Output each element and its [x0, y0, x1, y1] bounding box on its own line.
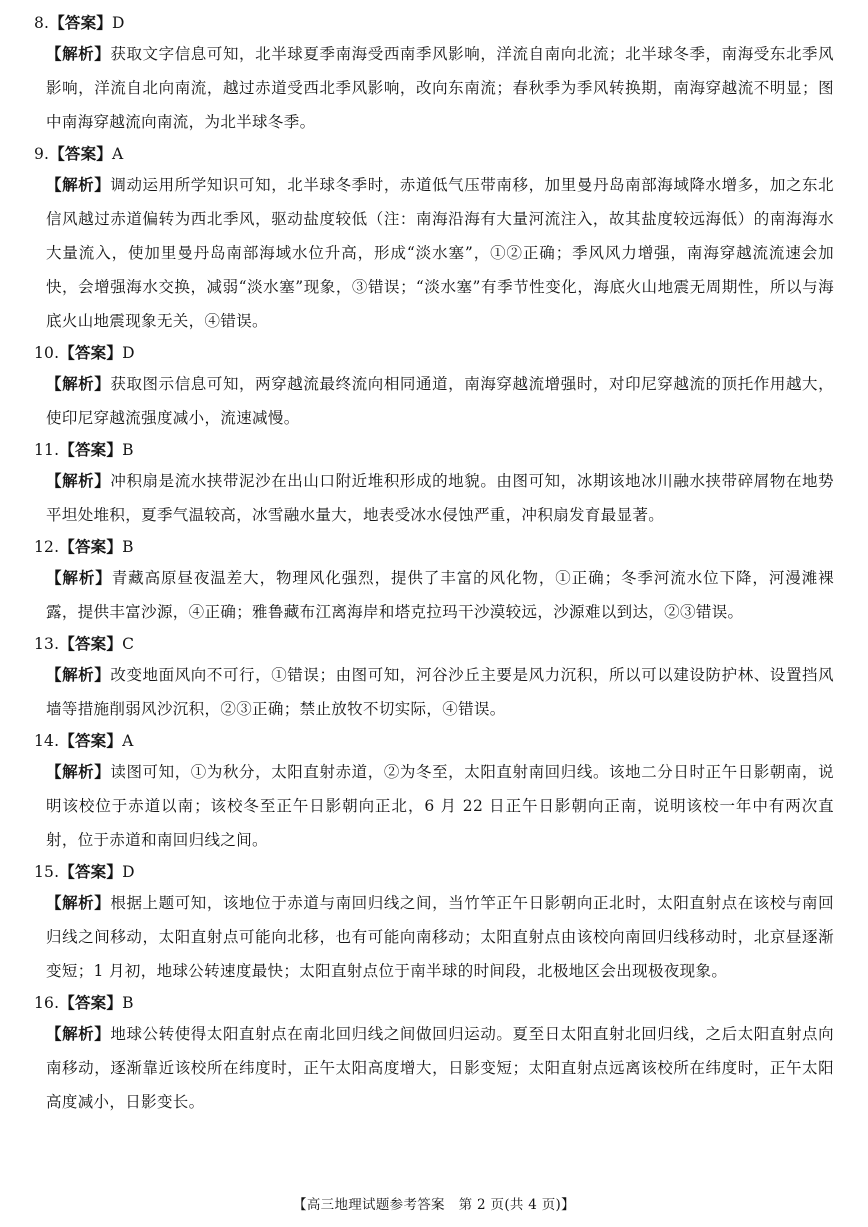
question-number: 15.: [34, 863, 60, 881]
answer-line: [34, 338, 834, 367]
analysis-label: 【解析】: [46, 893, 111, 912]
analysis-label: 【解析】: [46, 1024, 111, 1043]
analysis-paragraph: [34, 886, 834, 988]
answer-value: D: [112, 14, 125, 32]
answer-item-14: [34, 726, 834, 857]
answer-line: [34, 435, 834, 464]
answer-line: [34, 139, 834, 168]
answer-value: D: [122, 863, 135, 881]
answer-item-15: [34, 857, 834, 988]
answer-item-12: [34, 532, 834, 629]
analysis-paragraph: [34, 658, 834, 726]
page-footer: 【高三地理试题参考答案 第 2 页(共 4 页)】: [293, 1197, 575, 1213]
analysis-text: 读图可知，①为秋分，太阳直射赤道，②为冬至，太阳直射南回归线。该地二分日时正午日影朝南，说明该校位于赤道以南；该校冬至正午日影朝向正北，6 月 22 日正午日影朝向正南，说明该校一年中有两次直射，位于赤道和南回归线之间。: [46, 763, 834, 849]
analysis-text: 改变地面风向不可行，①错误；由图可知，河谷沙丘主要是风力沉积，所以可以建设防护林、设置挡风墙等措施削弱风沙沉积，②③正确；禁止放牧不切实际，④错误。: [46, 666, 834, 718]
answer-label: 【答案】: [59, 537, 123, 556]
answer-value: D: [122, 344, 135, 362]
analysis-text: 获取文字信息可知，北半球夏季南海受西南季风影响，洋流自南向北流；北半球冬季，南海受东北季风影响，洋流自北向南流，越过赤道受西北季风影响，改向东南流；春秋季为季风转换期，南海穿越流不明显；图中南海穿越流向南流，为北半球冬季。: [46, 45, 834, 131]
analysis-label: 【解析】: [46, 665, 111, 684]
analysis-label: 【解析】: [46, 44, 111, 63]
answer-value: B: [122, 994, 134, 1012]
answer-line: [34, 857, 834, 886]
analysis-text: 地球公转使得太阳直射点在南北回归线之间做回归运动。夏至日太阳直射北回归线，之后太阳直射点向南移动，逐渐靠近该校所在纬度时，正午太阳高度增大，日影变短；太阳直射点远离该校所在纬度时，正午太阳高度减小，日影变长。: [46, 1025, 834, 1111]
analysis-label: 【解析】: [46, 374, 111, 393]
answer-item-13: [34, 629, 834, 726]
question-number: 16.: [34, 994, 60, 1012]
answer-line: [34, 726, 834, 755]
answer-label: 【答案】: [49, 144, 113, 163]
answer-value: B: [122, 441, 134, 459]
analysis-paragraph: [34, 1017, 834, 1119]
answer-line: [34, 629, 834, 658]
answer-line: [34, 532, 834, 561]
answer-value: A: [122, 732, 134, 750]
analysis-text: 冲积扇是流水挟带泥沙在出山口附近堆积形成的地貌。由图可知，冰期该地冰川融水挟带碎屑物在地势平坦处堆积，夏季气温较高，冰雪融水量大，地表受冰水侵蚀严重，冲积扇发育最显著。: [46, 472, 834, 524]
answer-line: [34, 8, 834, 37]
question-number: 9.: [34, 145, 50, 163]
answer-item-8: [34, 8, 834, 139]
answer-item-9: [34, 139, 834, 338]
answer-label: 【答案】: [59, 440, 123, 459]
question-number: 11.: [34, 441, 60, 459]
analysis-label: 【解析】: [46, 762, 111, 781]
analysis-label: 【解析】: [46, 175, 111, 194]
analysis-text: 青藏高原昼夜温差大，物理风化强烈，提供了丰富的风化物，①正确；冬季河流水位下降，河漫滩裸露，提供丰富沙源，④正确；雅鲁藏布江离海岸和塔克拉玛干沙漠较远，沙源难以到达，②③错误。: [46, 569, 834, 621]
analysis-label: 【解析】: [46, 471, 111, 490]
question-number: 12.: [34, 538, 60, 556]
analysis-paragraph: [34, 367, 834, 435]
question-number: 8.: [34, 14, 50, 32]
analysis-text: 调动运用所学知识可知，北半球冬季时，赤道低气压带南移，加里曼丹岛南部海域降水增多，加之东北信风越过赤道偏转为西北季风，驱动盐度较低（注：南海沿海有大量河流注入，故其盐度较远海低）的南海海水大量流入，使加里曼丹岛南部海域水位升高，形成“淡水塞”，①②正确；季风风力增强，南海穿越流流速会加快，会增强海水交换，减弱“淡水塞”现象，③错误；“淡水塞”有季节性变化，海底火山地震无周期性，所以与海底火山地震现象无关，④错误。: [46, 176, 834, 330]
question-number: 13.: [34, 635, 60, 653]
analysis-paragraph: [34, 755, 834, 857]
question-number: 14.: [34, 732, 60, 750]
answer-value: B: [122, 538, 134, 556]
answer-value: A: [112, 145, 124, 163]
analysis-text: 根据上题可知，该地位于赤道与南回归线之间，当竹竿正午日影朝向正北时，太阳直射点在该校与南回归线之间移动，太阳直射点可能向北移，也有可能向南移动；太阳直射点由该校向南回归线移动时，北京昼逐渐变短；1 月初，地球公转速度最快；太阳直射点位于南半球的时间段，北极地区会出现极夜现象。: [46, 894, 834, 980]
answer-item-16: [34, 988, 834, 1119]
answer-label: 【答案】: [59, 731, 123, 750]
answer-item-10: [34, 338, 834, 435]
answer-label: 【答案】: [59, 634, 123, 653]
analysis-text: 获取图示信息可知，两穿越流最终流向相同通道，南海穿越流增强时，对印尼穿越流的顶托作用越大，使印尼穿越流强度减小，流速减慢。: [46, 375, 834, 427]
answer-line: [34, 988, 834, 1017]
analysis-paragraph: [34, 37, 834, 139]
analysis-paragraph: [34, 561, 834, 629]
analysis-paragraph: [34, 464, 834, 532]
answer-label: 【答案】: [59, 993, 123, 1012]
answer-label: 【答案】: [59, 343, 123, 362]
answer-value: C: [122, 635, 135, 653]
analysis-label: 【解析】: [46, 568, 112, 587]
answer-label: 【答案】: [59, 862, 123, 881]
answer-item-11: [34, 435, 834, 532]
question-number: 10.: [34, 344, 60, 362]
analysis-paragraph: [34, 168, 834, 338]
answer-label: 【答案】: [49, 13, 113, 32]
